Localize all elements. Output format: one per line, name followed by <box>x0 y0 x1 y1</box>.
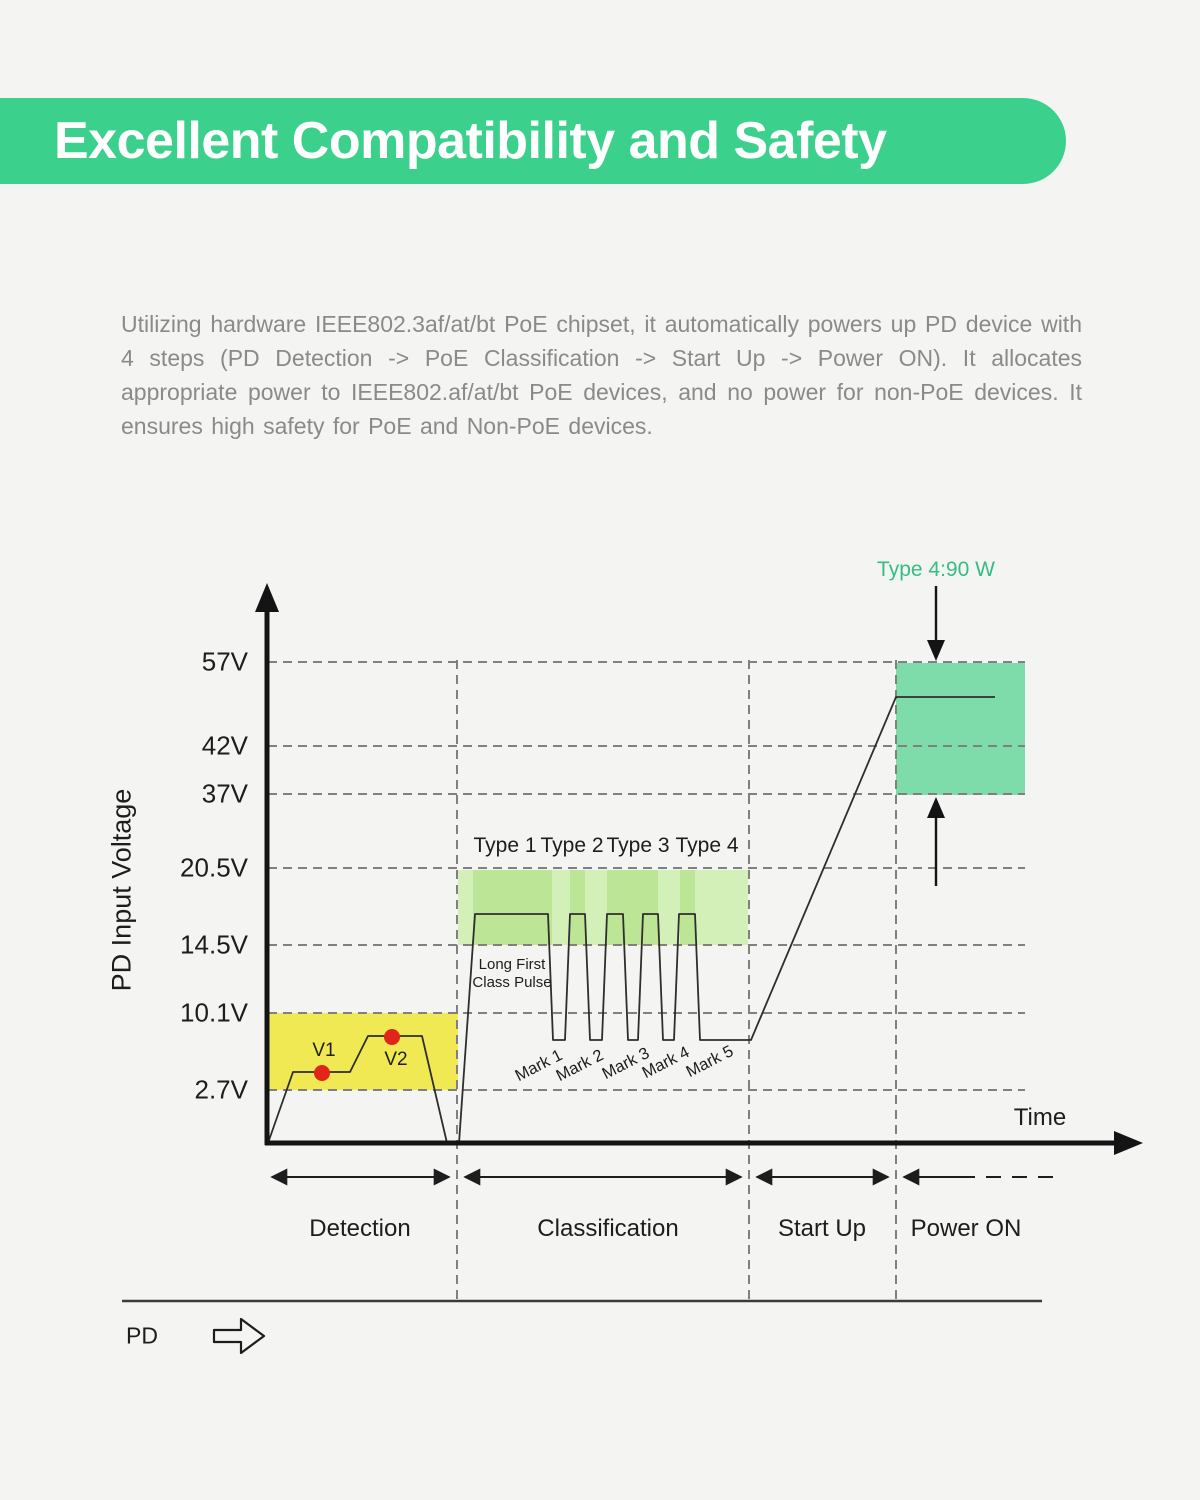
ytick-10-1v: 10.1V <box>180 997 248 1028</box>
type-4-label: Type 4 <box>675 834 739 857</box>
phase-label-detection: Detection <box>309 1215 411 1242</box>
phase-label-poweron: Power ON <box>910 1215 1022 1242</box>
type-1-label: Type 1 <box>473 834 537 857</box>
phase-label-classification: Classification <box>537 1215 679 1242</box>
v1-point <box>314 1065 330 1081</box>
mark-5-label: Mark 5 <box>683 1042 737 1082</box>
intro-paragraph: Utilizing hardware IEEE802.3af/at/bt PoE chipset, it automatically powers up PD device with 4 steps (PD Detection -> PoE Classification -> Start Up -> Power ON). It allocates appropriate power to IEEE802.af/at/bt PoE devices, and no power for non-PoE devices. It ensures high safety for PoE and Non-PoE devices. <box>121 311 1082 439</box>
class-pulse-shade-3 <box>607 870 658 945</box>
class-pulse-shade-4 <box>680 870 695 945</box>
mark-4-label: Mark 4 <box>639 1043 693 1083</box>
v2-point <box>384 1029 400 1045</box>
ytick-20-5v: 20.5V <box>180 852 248 883</box>
long-first-class-pulse-note <box>472 956 551 992</box>
pd-direction-arrow-icon <box>214 1319 264 1353</box>
power-annotation-label: Type 4:90 W <box>877 558 995 581</box>
type-3-label: Type 3 <box>606 834 670 857</box>
ytick-42v: 42V <box>201 730 248 761</box>
ytick-57v: 57V <box>201 646 248 677</box>
ytick-37v: 37V <box>201 778 248 809</box>
mark-1-label: Mark 1 <box>512 1046 566 1086</box>
power-annotation-up-arrowhead <box>927 797 945 818</box>
class-pulse-shade-2 <box>570 870 585 945</box>
ytick-2-7v: 2.7V <box>194 1074 248 1105</box>
power-on-voltage-band <box>896 663 1025 795</box>
x-axis-arrowhead <box>1114 1131 1143 1155</box>
mark-3-label: Mark 3 <box>599 1044 653 1084</box>
mark-2-label: Mark 2 <box>553 1046 607 1086</box>
type-2-label: Type 2 <box>540 834 604 857</box>
power-annotation-down-arrowhead <box>927 640 945 661</box>
x-axis-title: Time <box>1013 1104 1067 1131</box>
class-pulse-shade-1 <box>473 870 552 945</box>
page-title: Excellent Compatibility and Safety <box>54 112 887 170</box>
y-axis-title: PD Input Voltage <box>106 788 137 992</box>
ytick-14-5v: 14.5V <box>180 929 248 960</box>
phase-label-startup: Start Up <box>777 1215 867 1242</box>
detection-voltage-band <box>268 1013 458 1090</box>
pulse-note-line-2: Class Pulse <box>472 974 552 991</box>
v2-label: V2 <box>384 1049 408 1070</box>
v1-label: V1 <box>312 1040 336 1061</box>
y-axis-arrowhead <box>255 583 279 612</box>
pd-label: PD <box>126 1322 158 1349</box>
pulse-note-line-1: Long First <box>478 956 546 973</box>
